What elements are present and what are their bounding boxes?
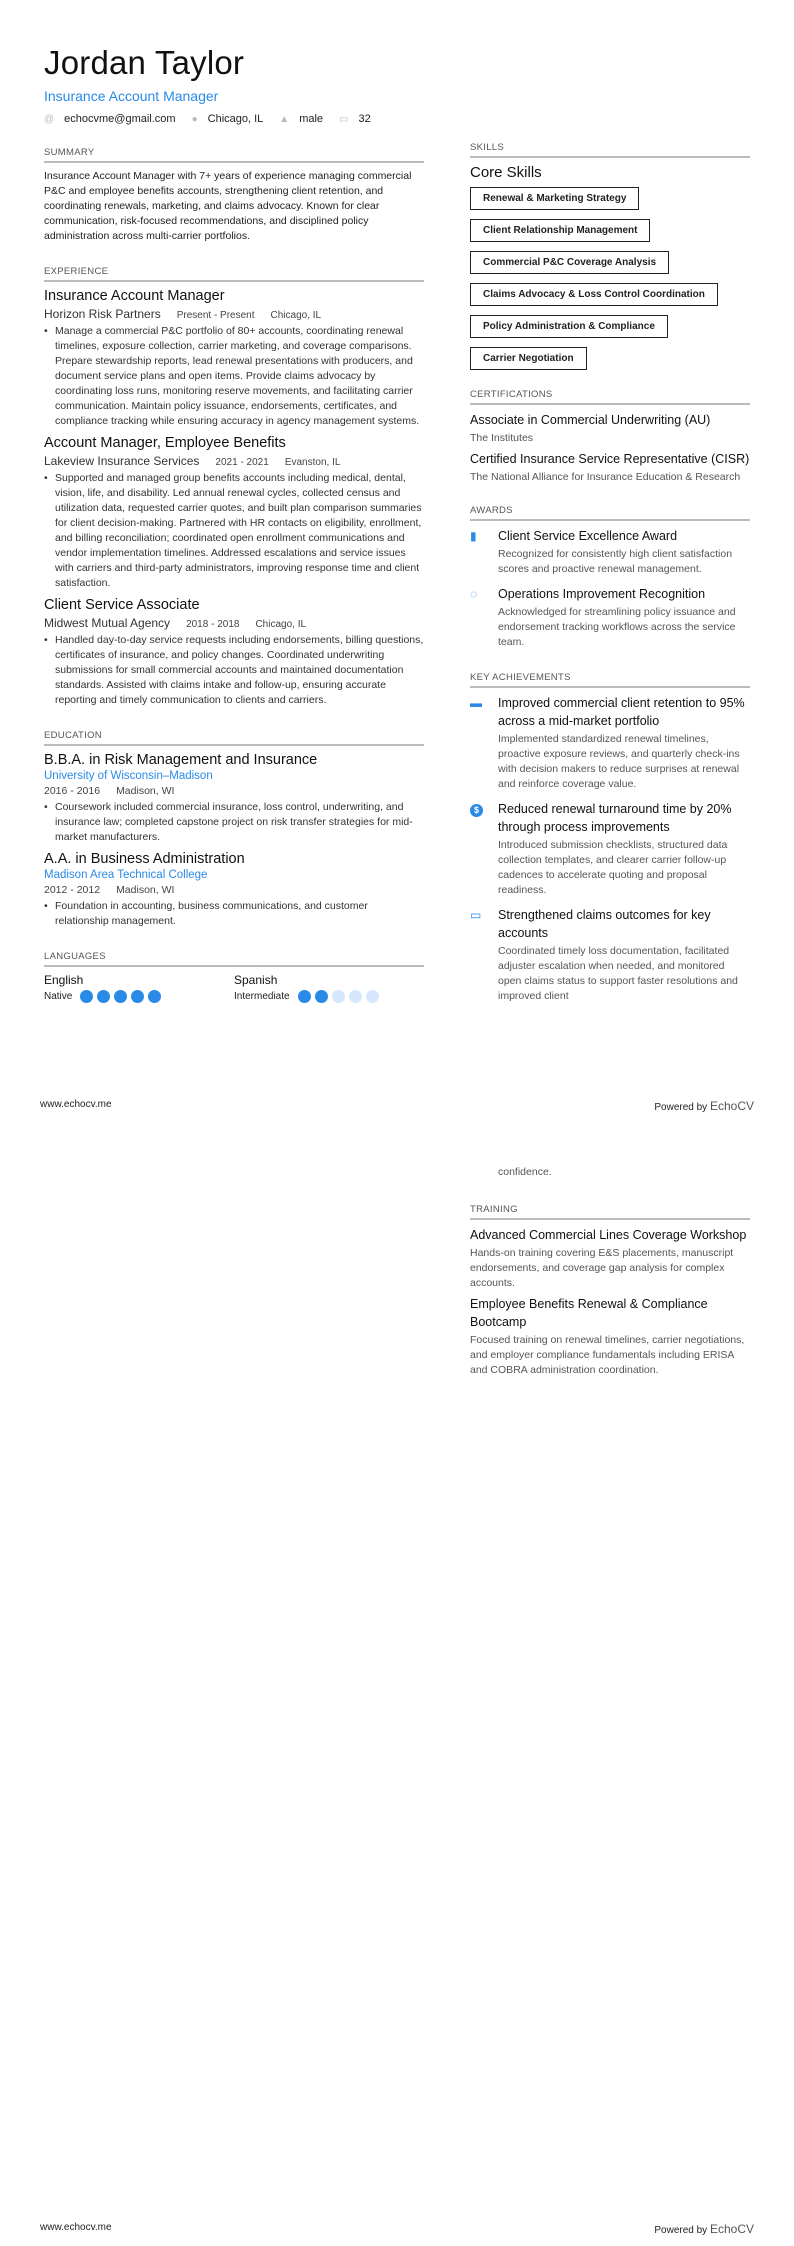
summary-section xyxy=(44,147,424,244)
cert-issuer: The Institutes xyxy=(470,432,534,444)
candidate-name: Jordan Taylor xyxy=(44,44,245,81)
section-heading: LANGUAGES xyxy=(44,951,424,967)
school-link[interactable]: University of Wisconsin–Madison xyxy=(44,770,213,782)
section-heading: KEY ACHIEVEMENTS xyxy=(470,672,750,688)
company: Horizon Risk Partners xyxy=(44,307,161,321)
training-section xyxy=(470,1204,750,1378)
language-level xyxy=(234,990,424,1003)
calendar-icon: ▭ xyxy=(339,113,349,125)
dollar-icon: $ xyxy=(470,800,488,902)
location: Chicago, IL xyxy=(255,619,307,630)
section-heading: EXPERIENCE xyxy=(44,266,424,282)
proficiency-dot xyxy=(315,990,328,1003)
awards-description: Acknowledged for streamlining policy issuance and endorsement tracking workflows across the service team. xyxy=(498,606,736,648)
education-bullet: • Foundation in accounting, business communications, and customer relationship management. xyxy=(44,899,424,929)
section-heading: SUMMARY xyxy=(44,147,424,163)
battery-empty-icon: ▭ xyxy=(470,908,482,922)
job-bullet: • Manage a commercial P&C portfolio of 80+ accounts, coordinating renewal timelines, exposure collection, carrier marketing, and coverage comparisons. Prepare stewardship reports, lead renewal presentations with producers, and document service plans and open items. Provide claims advocacy by coordinating loss runs, monitoring reserve movements, and facilitating carrier communication. Maintain policy issuance, endorsements, certificates, and compliance tracking while ensuring accuracy in agency management systems. xyxy=(44,324,424,429)
skill-chip: Claims Advocacy & Loss Control Coordination xyxy=(470,283,718,306)
job-title: Insurance Account Manager xyxy=(44,88,219,104)
experience-item xyxy=(44,435,424,591)
training-description: Hands-on training covering E&S placements, manuscript endorsements, and coverage gap analysis for complex accounts. xyxy=(470,1247,734,1289)
skills-group-title: Core Skills xyxy=(470,164,542,181)
degree: A.A. in Business Administration xyxy=(44,851,245,867)
experience-section xyxy=(44,266,424,708)
education-bullet: • Coursework included commercial insurance, loss control, underwriting, and insurance law; completed capstone project on risk transfer strategies for mid-market manufacturers. xyxy=(44,800,424,845)
brand-logo[interactable]: EchoCV xyxy=(709,1099,754,1113)
battery-full-icon: ▬ xyxy=(470,696,482,710)
achievements-description: Coordinated timely loss documentation, facilitated adjuster escalation when needed, and monitored open claims status to support faster resolutions and improved client xyxy=(498,945,738,1002)
awards-item xyxy=(470,585,750,654)
certifications-section xyxy=(470,389,750,485)
section-heading: CERTIFICATIONS xyxy=(470,389,750,405)
languages-section xyxy=(44,951,424,1003)
job-meta xyxy=(44,454,424,468)
school-link[interactable]: Madison Area Technical College xyxy=(44,869,208,881)
job-title: Account Manager, Employee Benefits xyxy=(44,435,286,451)
proficiency-dot xyxy=(114,990,127,1003)
gender: male xyxy=(299,113,324,125)
footer-site-link[interactable]: www.echocv.me xyxy=(40,2222,112,2233)
person-icon: ▲ xyxy=(279,113,290,125)
achievements-title: Improved commercial client retention to 95% across a mid-market portfolio xyxy=(498,696,745,728)
proficiency-dot xyxy=(97,990,110,1003)
language-name: English xyxy=(44,973,84,987)
achievement-description: confidence. xyxy=(498,1166,552,1178)
achievements-section xyxy=(470,672,750,1008)
training-description: Focused training on renewal timelines, carrier negotiations, and employer compliance fundamentals including ERISA and COBRA administration coordination. xyxy=(470,1334,745,1376)
section-heading: SKILLS xyxy=(470,142,750,158)
achievements-item xyxy=(470,800,750,902)
location: Chicago, IL xyxy=(270,310,322,321)
section-heading: TRAINING xyxy=(470,1204,750,1220)
education-section xyxy=(44,730,424,929)
certification-item xyxy=(470,411,750,446)
location: Madison, WI xyxy=(116,884,175,896)
proficiency-dot xyxy=(332,990,345,1003)
location-pin-icon: ● xyxy=(191,113,198,125)
proficiency-dot xyxy=(349,990,362,1003)
achievement-continuation xyxy=(470,1163,750,1184)
right-column xyxy=(470,142,750,1008)
job-bullet: • Supported and managed group benefits accounts including medical, dental, vision, life, and disability. Led annual renewal cycles, collected census and utilization data, requested carrier quotes, and built plan comparison summaries for client decision-making. Partnered with HR contacts on eligibility, enrollment, and billing reconciliation; coordinated open enrollment communications and vendor implementation timelines. Addressed escalations and service issues with carriers and third-party administrators, improving response time and client satisfaction. xyxy=(44,471,424,591)
contact-row xyxy=(44,113,424,125)
right-column-continued xyxy=(470,1163,750,1378)
powered-by xyxy=(654,2222,754,2236)
dashed-circle-icon: ◌ xyxy=(470,587,478,601)
section-heading: EDUCATION xyxy=(44,730,424,746)
language-item xyxy=(234,973,424,1003)
achievements-title: Strengthened claims outcomes for key accounts xyxy=(498,908,711,940)
job-title: Insurance Account Manager xyxy=(44,288,225,304)
skill-chip: Carrier Negotiation xyxy=(470,347,587,370)
achievements-description: Introduced submission checklists, structured data collection templates, and clearer carrier follow-up cadences to accelerate quoting and proposal readiness. xyxy=(498,839,728,896)
powered-by-label: Powered by xyxy=(654,1102,708,1113)
training-title: Employee Benefits Renewal & Compliance Bootcamp xyxy=(470,1297,708,1329)
building-icon: ▮ xyxy=(470,529,477,543)
dates: 2012 - 2012 xyxy=(44,884,101,896)
awards-description: Recognized for consistently high client satisfaction scores and proactive renewal management. xyxy=(498,548,733,575)
language-level xyxy=(44,990,234,1003)
job-meta xyxy=(44,616,424,630)
summary-text: Insurance Account Manager with 7+ years of experience managing commercial P&C and employee benefits accounts, strengthening client retention, and coordinating renewals, marketing, and claims advocacy. Known for clear communication, risk-focused recommendations, and disciplined policy administration across multi-carrier portfolios. xyxy=(44,170,412,242)
education-item xyxy=(44,752,424,845)
awards-section xyxy=(470,505,750,654)
education-meta xyxy=(44,785,424,797)
level-label: Native xyxy=(44,991,73,1002)
left-column xyxy=(44,44,424,1003)
location: Evanston, IL xyxy=(284,457,341,468)
language-name: Spanish xyxy=(234,973,278,987)
footer xyxy=(40,1099,754,1113)
proficiency-dot xyxy=(298,990,311,1003)
footer xyxy=(40,2222,754,2236)
powered-by xyxy=(654,1099,754,1113)
skill-chip: Policy Administration & Compliance xyxy=(470,315,668,338)
job-bullet: • Handled day-to-day service requests including endorsements, billing questions, certificates of insurance, and policy changes. Coordinated underwriting submissions for small commercial accounts and maintained documentation standards. Assisted with claims intake and follow-up, ensuring accurate reporting and timely communication to clients and carriers. xyxy=(44,633,424,708)
achievements-item xyxy=(470,906,750,1008)
experience-item xyxy=(44,597,424,708)
education-item xyxy=(44,851,424,929)
skill-chip: Client Relationship Management xyxy=(470,219,650,242)
awards-item xyxy=(470,527,750,581)
section-heading: AWARDS xyxy=(470,505,750,521)
degree: B.B.A. in Risk Management and Insurance xyxy=(44,752,318,768)
page-2 xyxy=(0,1123,794,2246)
dates: 2018 - 2018 xyxy=(186,619,240,630)
at-icon: @ xyxy=(44,113,55,125)
training-item xyxy=(470,1295,750,1378)
training-item xyxy=(470,1226,750,1291)
awards-title: Client Service Excellence Award xyxy=(498,529,678,543)
proficiency-dot xyxy=(131,990,144,1003)
achievements-item xyxy=(470,694,750,796)
brand-logo[interactable]: EchoCV xyxy=(709,2222,754,2236)
awards-title: Operations Improvement Recognition xyxy=(498,587,706,601)
language-item xyxy=(44,973,234,1003)
dates: 2021 - 2021 xyxy=(215,457,269,468)
spacer xyxy=(470,1163,488,1184)
proficiency-dot xyxy=(80,990,93,1003)
job-title: Client Service Associate xyxy=(44,597,200,613)
company: Midwest Mutual Agency xyxy=(44,616,171,630)
age: 32 xyxy=(358,113,371,125)
job-meta xyxy=(44,307,424,321)
skill-chip: Renewal & Marketing Strategy xyxy=(470,187,639,210)
education-meta xyxy=(44,884,424,896)
email[interactable]: echocvme@gmail.com xyxy=(64,113,176,125)
location: Chicago, IL xyxy=(207,113,264,125)
proficiency-dot xyxy=(148,990,161,1003)
footer-site-link[interactable]: www.echocv.me xyxy=(40,1099,112,1110)
certification-item xyxy=(470,450,750,485)
proficiency-dot xyxy=(366,990,379,1003)
skill-chip: Commercial P&C Coverage Analysis xyxy=(470,251,669,274)
location: Madison, WI xyxy=(116,785,175,797)
company: Lakeview Insurance Services xyxy=(44,454,200,468)
dates: 2016 - 2016 xyxy=(44,785,101,797)
level-label: Intermediate xyxy=(234,991,290,1002)
cert-issuer: The National Alliance for Insurance Education & Research xyxy=(470,471,741,483)
cert-title: Associate in Commercial Underwriting (AU) xyxy=(470,413,711,427)
achievements-title: Reduced renewal turnaround time by 20% through process improvements xyxy=(498,802,732,834)
training-title: Advanced Commercial Lines Coverage Workshop xyxy=(470,1228,747,1242)
achievements-description: Implemented standardized renewal timelines, proactive exposure reviews, and quarterly check-ins with decision makers to reduce surprises at renewal and reinforce coverage value. xyxy=(498,733,740,790)
experience-item xyxy=(44,288,424,429)
cert-title: Certified Insurance Service Representative (CISR) xyxy=(470,452,750,466)
powered-by-label: Powered by xyxy=(654,2225,708,2236)
dates: Present - Present xyxy=(176,310,255,321)
